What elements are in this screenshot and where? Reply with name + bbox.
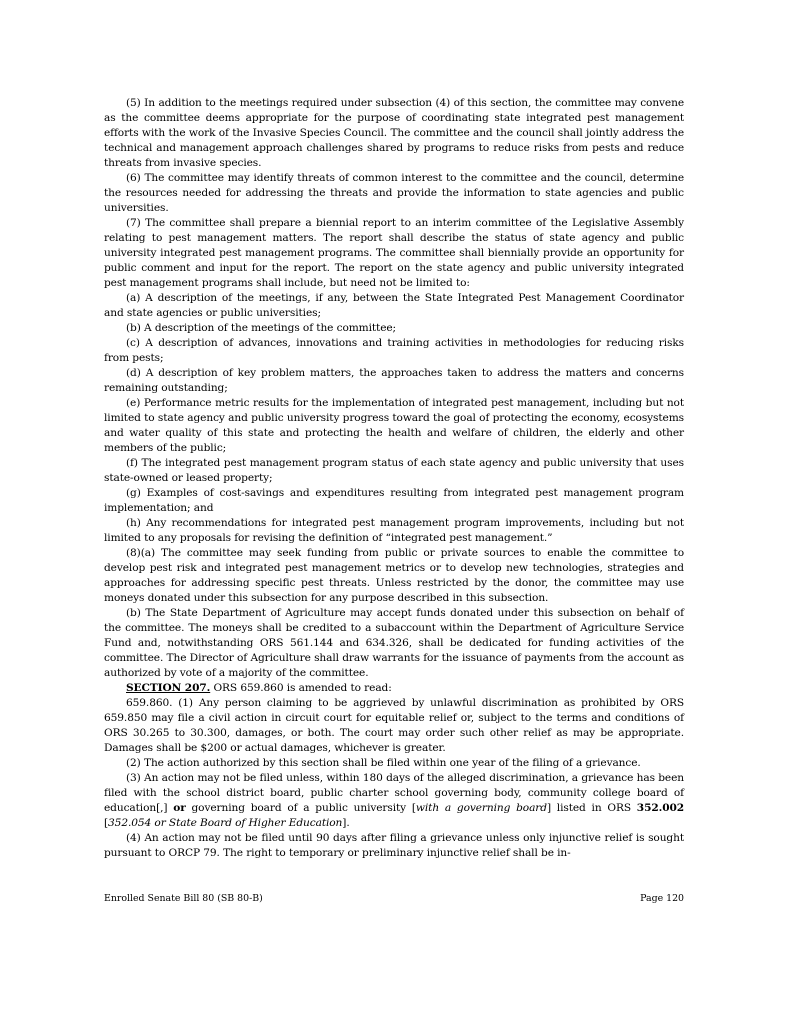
paragraph-5: (5) In addition to the meetings required under subsection (4) of this section, the committee may convene as the committee deems appropriate for the purpose of coordinating state integrated pest management efforts with the work of the Invasive Species Council. The committee and the council shall jointly address the technical and management approach challenges shared by programs to reduce risks from pests and reduce threats from invasive species.	[104, 97, 684, 169]
paragraph-659-860-2: (2) The action authorized by this section shall be filed within one year of the filing of a grievance.	[126, 757, 641, 769]
paragraph-7b: (b) A description of the meetings of the committee;	[126, 322, 397, 334]
paragraph-7h: (h) Any recommendations for integrated pest management program improvements, including but not limited to any proposals for revising the definition of “integrated pest management.”	[104, 517, 684, 544]
p3-deleted-governing-board: with a governing board	[415, 802, 547, 814]
paragraph-7g: (g) Examples of cost-savings and expenditures resulting from integrated pest management program implementation; and	[104, 487, 684, 514]
paragraph-6: (6) The committee may identify threats of common interest to the committee and the council, determine the resources needed for addressing the threats and provide the information to state agencies and public universities.	[104, 172, 684, 214]
paragraph-7: (7) The committee shall prepare a biennial report to an interim committee of the Legislative Assembly relating to pest management matters. The report shall describe the status of state agency and public university integrated pest management programs. The committee shall biennially provide an opportunity for public comment and input for the report. The report on the state agency and public university integrated pest management programs shall include, but need not be limited to:	[104, 217, 684, 289]
paragraph-8a: (8)(a) The committee may seek funding from public or private sources to enable the committee to develop pest risk and integrated pest management metrics or to develop new technologies, strategies and approaches for addressing specific pest threats. Unless restricted by the donor, the committee may use moneys donated under this subsection for any purpose described in this subsection.	[104, 547, 684, 604]
paragraph-659-860-3	[104, 771, 684, 831]
paragraph-7e: (e) Performance metric results for the implementation of integrated pest management, including but not limited to state agency and public university progress toward the goal of protecting the economy, ecosystems and water quality of this state and protecting the health and welfare of children, the elderly and other members of the public;	[104, 397, 684, 454]
p3-text-i: ].	[342, 817, 350, 829]
p3-added-or: or	[173, 802, 186, 814]
paragraph-7a: (a) A description of the meetings, if any, between the State Integrated Pest Management Coordinator and state agencies or public universities;	[104, 292, 684, 319]
section-heading	[104, 681, 684, 696]
footer-page-number: Page 120	[640, 893, 684, 904]
paragraph-659-860-1: 659.860. (1) Any person claiming to be aggrieved by unlawful discrimination as prohibited by ORS 659.850 may file a civil action in circuit court for equitable relief or, subject to the terms and conditions of ORS 30.265 to 30.300, damages, or both. The court may order such other relief as may be appropriate. Damages shall be $200 or actual damages, whichever is greater.	[104, 697, 684, 754]
paragraph-7d: (d) A description of key problem matters, the approaches taken to address the matters and concerns remaining outstanding;	[104, 367, 684, 394]
p3-deleted-ors: 352.054 or State Board of Higher Education	[108, 817, 343, 829]
paragraph-7f: (f) The integrated pest management program status of each state agency and public university that uses state-owned or leased property;	[104, 457, 684, 484]
bill-text	[104, 96, 684, 861]
paragraph-8b: (b) The State Department of Agriculture may accept funds donated under this subsection on behalf of the committee. The moneys shall be credited to a subaccount within the Department of Agriculture Service Fund and, notwithstanding ORS 561.144 and 634.326, shall be dedicated for funding activities of the committee. The Director of Agriculture shall draw warrants for the issuance of payments from the account as authorized by vote of a majority of the committee.	[104, 607, 684, 679]
paragraph-7c: (c) A description of advances, innovations and training activities in methodologies for reducing risks from pests;	[104, 337, 684, 364]
paragraph-659-860-4: (4) An action may not be filed until 90 days after filing a grievance unless only injunctive relief is sought pursuant to ORCP 79. The right to temporary or preliminary injunctive relief shall be in-	[104, 832, 684, 859]
section-label: SECTION 207.	[126, 682, 211, 694]
p3-added-ors: 352.002	[636, 802, 685, 814]
p3-text-e: ] listed in ORS	[546, 802, 637, 814]
footer-bill-name: Enrolled Senate Bill 80 (SB 80-B)	[104, 893, 263, 904]
section-text: ORS 659.860 is amended to read:	[210, 682, 392, 694]
p3-text-a: (3) An action may not be filed unless, within 180 days of the alleged discrimination, a grievance has been filed with the school district board, public charter school governing body, community college board of education[,]	[104, 772, 684, 814]
p3-text-c: governing board of a public university [	[185, 802, 416, 814]
page-footer	[104, 893, 684, 904]
p3-text-g: [	[104, 817, 109, 829]
